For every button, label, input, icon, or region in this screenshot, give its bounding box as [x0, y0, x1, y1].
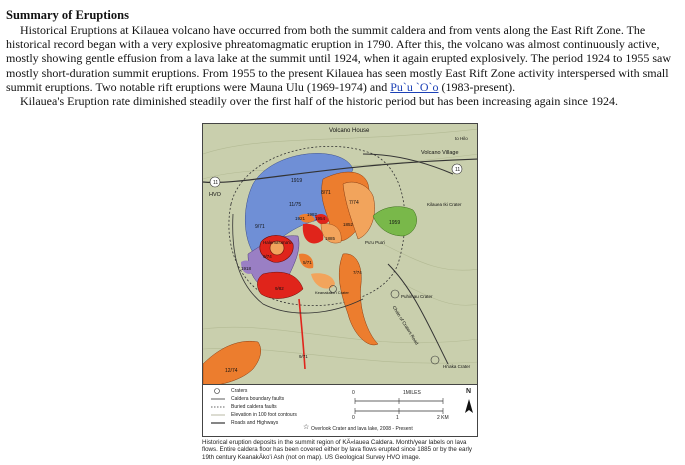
label-route-11b: 11	[455, 167, 461, 173]
label-1919: 1919	[291, 178, 303, 184]
label-982: 9/82	[275, 286, 284, 291]
label-1852: 1852	[343, 222, 354, 227]
label-1885: 1885	[325, 236, 336, 241]
legend-roads: Roads and Highways	[231, 420, 279, 426]
label-971: 9/71	[255, 224, 265, 230]
label-crater-road: Chain of Craters Road	[391, 304, 420, 346]
puu-oo-link[interactable]: Pu`u `O`o	[390, 79, 439, 94]
label-1175: 11/75	[289, 202, 302, 208]
legend-buried-faults: Buried caldera faults	[231, 404, 277, 410]
label-hiiaka: Hi'iaka Crater	[443, 364, 471, 369]
document	[6, 8, 678, 108]
legend-caldera-faults: Caldera boundary faults	[231, 396, 285, 402]
label-774b: 7/74	[353, 270, 362, 275]
label-halemaumau: Halema'uma'u	[263, 240, 292, 245]
label-kilauea-iki: Kilauea Iki Crater	[427, 202, 462, 207]
label-1921: 1921	[295, 216, 306, 221]
scale-tick-0-km: 0	[352, 415, 355, 421]
label-571: 5/71	[303, 260, 312, 265]
label-volcano-village: Volcano Village	[421, 150, 459, 156]
scale-tick-1-km: 1	[396, 415, 399, 421]
scale-tick-0-miles: 0	[352, 390, 355, 396]
scale-miles-label: 1MILES	[403, 390, 421, 396]
label-volcano-house: Volcano House	[329, 128, 370, 134]
north-arrow-label: N	[466, 388, 472, 395]
label-hvo: HVO	[209, 192, 221, 198]
figure-caption: Historical eruption deposits in the summit region of KÄ«lauea Caldera. Month/year labels on lava flows. Entire caldera floor has been covered either by lava flows erupted since 1885 or by the early 19th century KeanakÄkoʻi Ash (not on map). US Geological Survey HVO image.	[202, 439, 472, 461]
label-871: 8/71	[321, 190, 331, 196]
map-graphic	[203, 124, 478, 385]
label-1954: 1954	[315, 216, 326, 221]
map-legend	[202, 385, 478, 437]
label-971b: 9/71	[299, 354, 308, 359]
caldera-map	[202, 123, 478, 385]
legend-contours: Elevation in 100 foot contours	[231, 412, 297, 418]
caldera-map-figure	[202, 123, 478, 463]
scale-km-label: 2 KM	[437, 415, 449, 421]
svg-text:☆: ☆	[303, 423, 310, 431]
paragraph-history-end: (1983-present).	[438, 79, 516, 94]
label-to-hilo: to Hilo	[455, 136, 468, 141]
label-keanakakoi: Keanakako'i Crater	[315, 290, 349, 295]
paragraph-history-text: Historical Eruptions at Kilauea volcano have occurred from both the summit caldera and from vents along the East Rift Zone. The historical record began with a very explosive phreatomagmatic eruption in 1790. After this, the volcano was almost continuously active, mostly showing gentle effusion from a lava lake at the summit until 1924, when it again erupted explosively. The period 1924 to 1955 saw mostly short-duration summit eruptions. From 1955 to the present Kilauea has seen mostly East Rift Zone activity interspersed with small summit eruptions. Two notable rift eruptions were Mauna Ulu (1969-1974) and	[6, 23, 671, 94]
legend-craters: Craters	[231, 388, 248, 394]
label-774: 7/74	[349, 200, 359, 206]
label-974: 9/74	[263, 254, 272, 259]
label-puu-puai: Pu'u Pua'i	[365, 240, 385, 245]
label-1918: 1918	[241, 266, 252, 271]
legend-overlook: Overlook Crater and lava lake, 2008 - Present	[311, 426, 413, 432]
label-route-11a: 11	[213, 180, 219, 186]
section-heading: Summary of Eruptions	[6, 8, 129, 22]
label-1959: 1959	[389, 220, 401, 226]
paragraph-eruption-rate: Kilauea's Eruption rate diminished steadily over the first half of the historic period but has been increasing again since 1924.	[20, 94, 618, 109]
label-puhimau: Puhimau Crater	[401, 294, 433, 299]
paragraph-history	[6, 23, 678, 94]
label-1982: 1982	[307, 212, 318, 217]
label-1274: 12/74	[225, 368, 238, 374]
